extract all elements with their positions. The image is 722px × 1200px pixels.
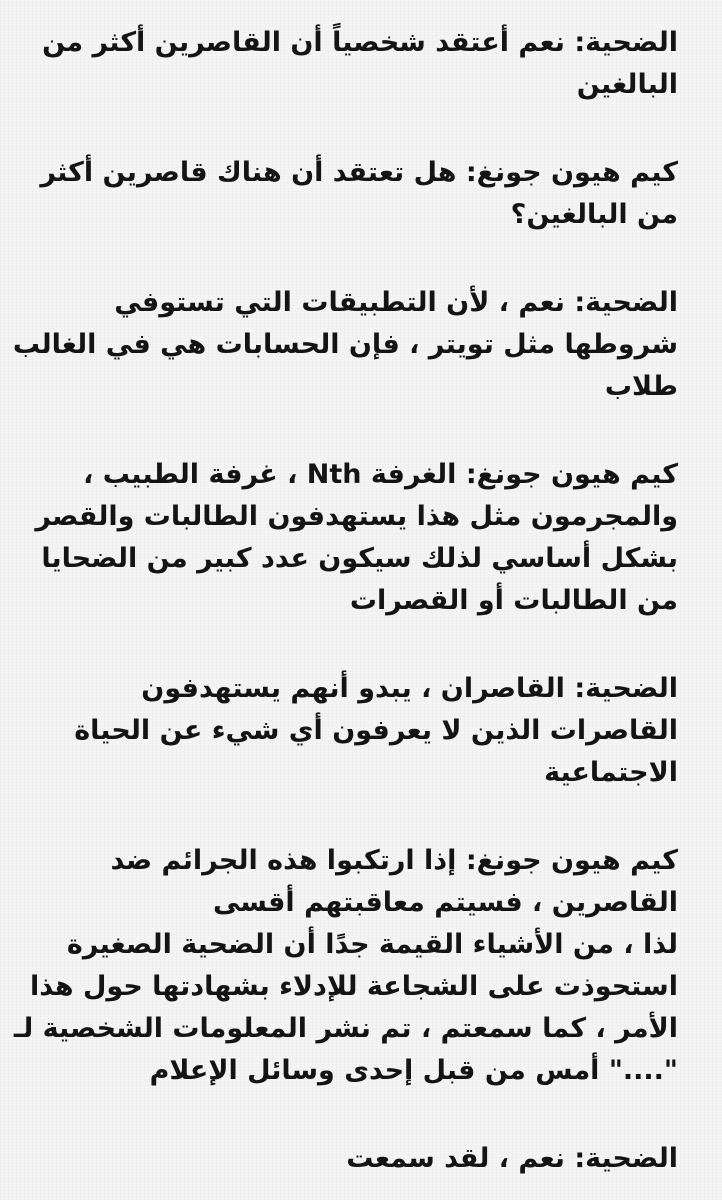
transcript-line: كيم هيون جونغ: هل تعتقد أن هناك قاصرين أكثر [40, 157, 678, 188]
transcript-line: من البالغين؟ [510, 199, 678, 230]
transcript-line: الاجتماعية [544, 757, 678, 788]
transcript-line: كيم هيون جونغ: إذا ارتكبوا هذه الجرائم ضد [110, 845, 678, 876]
transcript-line: طلاب [604, 371, 678, 402]
transcript-line: الضحية: نعم أعتقد شخصياً أن القاصرين أكثر من [42, 27, 678, 58]
transcript-paragraph-kim-2 [20, 454, 678, 622]
transcript-paragraph-kim-3 [13, 840, 678, 1092]
transcript-line: استحوذت على الشجاعة للإدلاء بشهادتها حول هذا [30, 971, 678, 1002]
transcript-paragraph-victim-1 [20, 22, 678, 106]
transcript-line: الأمر ، كما سمعتم ، تم نشر المعلومات الشخصية لـ [13, 1013, 678, 1044]
transcript-paragraph-kim-1 [20, 152, 678, 236]
transcript-line: بشكل أساسي لذلك سيكون عدد كبير من الضحايا [41, 543, 678, 574]
transcript-line: كيم هيون جونغ: الغرفة Nth ، غرفة الطبيب ، [83, 459, 678, 490]
transcript-line: القاصرات الذين لا يعرفون أي شيء عن الحياة [74, 715, 678, 746]
transcript-line: والمجرمون مثل هذا يستهدفون الطالبات والقصر [35, 501, 678, 532]
transcript-paragraph-victim-2 [12, 282, 678, 408]
transcript-paragraph-victim-4 [20, 1138, 678, 1180]
transcript-line: شروطها مثل تويتر ، فإن الحسابات هي في الغالب [12, 329, 678, 360]
transcript-line: الضحية: القاصران ، يبدو أنهم يستهدفون [141, 673, 678, 704]
transcript-paragraph-victim-3 [20, 668, 678, 794]
transcript-line: الضحية: نعم ، لقد سمعت [346, 1143, 678, 1174]
transcript-line: لذا ، من الأشياء القيمة جدًا أن الضحية الصغيرة [66, 929, 678, 960]
transcript-line: الضحية: نعم ، لأن التطبيقات التي تستوفي [114, 287, 678, 318]
transcript-line: البالغين [576, 69, 678, 100]
transcript-line: "...." أمس من قبل إحدى وسائل الإعلام [149, 1055, 678, 1086]
transcript-line: القاصرين ، فسيتم معاقبتهم أقسى [212, 887, 678, 918]
transcript-line: من الطالبات أو القصرات [349, 585, 678, 616]
